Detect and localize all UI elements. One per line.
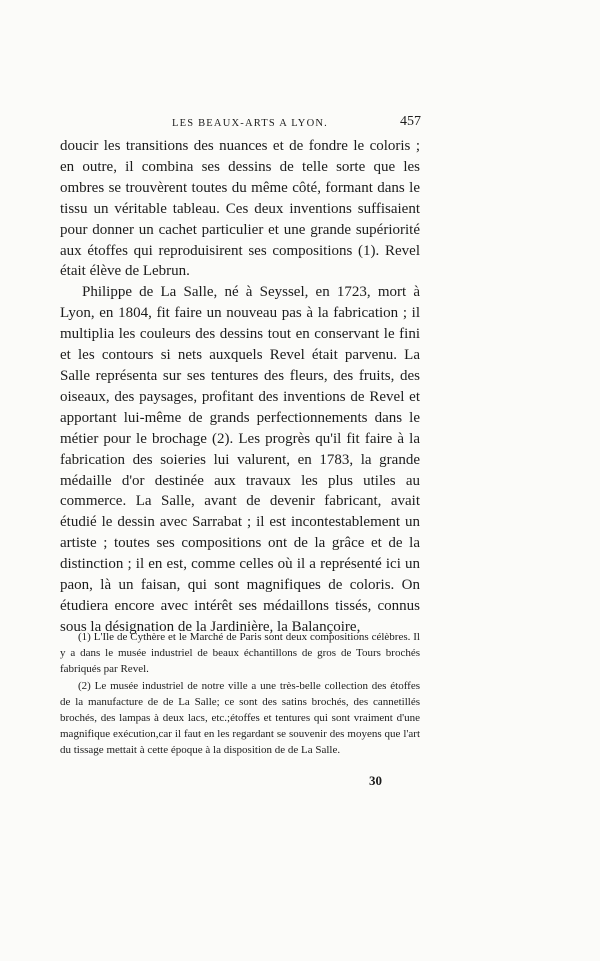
main-text (60, 136, 420, 638)
footnote: (2) Le musée industriel de notre ville a une très-belle collection des étoffes de la manufacture de de La Salle; ce sont des satins brochés, des cannetillés brochés, des lampas à deux lacs, etc.;étoffes et tentures qui sont vraiment d'une magnifique exécution,car il faut en les regardant se souvenir des moyens que l'art du tissage mettait à cette époque à la disposition de de La Salle. (60, 679, 420, 757)
footnotes (60, 629, 420, 759)
page-number: 457 (400, 114, 421, 129)
paragraph: Philippe de La Salle, né à Seyssel, en 1723, mort à Lyon, en 1804, fit faire un nouveau pas à la fabrication ; il multiplia les couleurs des dessins tout en conservant le fini et les contours si nets auxquels Revel était parvenu. La Salle représenta sur ses tentures des fleurs, des fruits, des oiseaux, des paysages, profitant des inventions de Revel et apportant lui-même de grands perfectionnements dans le métier pour le brochage (2). Les progrès qu'il fit faire à la fabrication des soieries lui valurent, en 1783, la grande médaille d'or destinée aux travaux les plus utiles au commerce. La Salle, avant de devenir fabricant, avait étudié le dessin avec Sarrabat ; il est incontestablement un artiste ; toutes ses compositions ont de la grâce et de la distinction ; il en est, comme celles où il a représenté ici un paon, là un faisan, qui sont magnifiques de coloris. On étudiera encore avec intérêt ses médaillons tissés, connus sous la désignation de la Jardinière, la Balançoire, (60, 284, 420, 635)
signature-mark: 30 (369, 773, 382, 788)
running-title: LES BEAUX-ARTS A LYON. (172, 118, 328, 129)
paragraph: doucir les transitions des nuances et de fondre le coloris ; en outre, il combina ses dessins de telle sorte que les ombres se trouvèrent toutes du même côté, formant dans le tissu un véritable tableau. Ces deux inventions suffisaient pour donner un cachet particulier et une grande supériorité aux étoffes qui reproduisirent ses compositions (1). Revel était élève de Lebrun. (60, 138, 420, 280)
footnote: (1) L'Ile de Cythère et le Marché de Paris sont deux compositions célèbres. Il y a dans le musée industriel de beaux échantillons de gros de Tours brochés fabriqués par Revel. (60, 631, 420, 676)
